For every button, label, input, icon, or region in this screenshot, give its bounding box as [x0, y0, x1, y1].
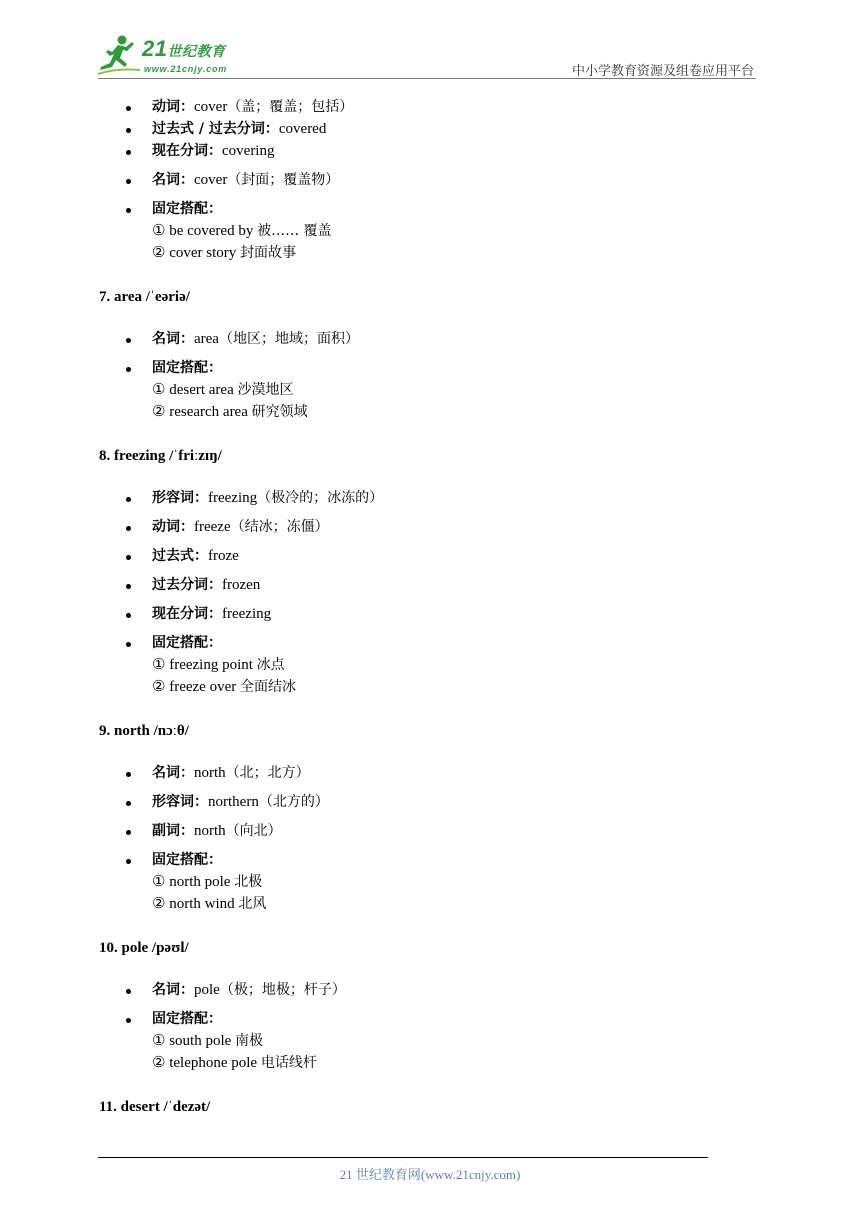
list-item: 名词：cover（封面；覆盖物）: [99, 169, 739, 191]
freezing-forms-list: [99, 487, 739, 698]
pole-forms-list: [99, 979, 739, 1074]
word-heading-pole: 10. pole /pəʊl/: [99, 940, 189, 956]
list-item: 名词：area（地区；地域；面积）: [99, 328, 739, 350]
site-logo[interactable]: [96, 34, 266, 78]
collocation-item: 固定搭配： ① north pole 北极 ② north wind 北风: [99, 849, 739, 915]
list-item: 过去式 / 过去分词：covered: [99, 118, 739, 140]
vocab-content: [99, 96, 739, 1118]
collocation-item: 固定搭配： ① be covered by 被…… 覆盖 ② cover story 封面故事: [99, 198, 739, 264]
list-item: 动词：freeze（结冰；冻僵）: [99, 516, 739, 538]
runner-logo-icon: [96, 34, 144, 76]
list-item: 现在分词：freezing: [99, 603, 739, 625]
word-heading-freezing: 8. freezing /ˈfriːzɪŋ/: [99, 448, 222, 464]
list-item: 过去分词：frozen: [99, 574, 739, 596]
list-item: 形容词：freezing（极冷的；冰冻的）: [99, 487, 739, 509]
list-item: 现在分词：covering: [99, 140, 739, 162]
footer-divider: [98, 1157, 708, 1158]
word-heading-area: 7. area /ˈeəriə/: [99, 289, 190, 305]
header-divider: [98, 78, 756, 79]
area-forms-list: [99, 328, 739, 423]
north-forms-list: [99, 762, 739, 915]
page-header: [0, 0, 860, 80]
logo-wordmark: 21世纪教育: [142, 36, 226, 61]
list-item: 过去式：froze: [99, 545, 739, 567]
word-heading-north: 9. north /nɔːθ/: [99, 723, 189, 739]
list-item: 动词：cover（盖；覆盖；包括）: [99, 96, 739, 118]
platform-name: 中小学教育资源及组卷应用平台: [571, 64, 754, 79]
collocation-item: 固定搭配： ① freezing point 冰点 ② freeze over 全面结冰: [99, 632, 739, 698]
word-heading-desert: 11. desert /ˈdezət/: [99, 1099, 211, 1115]
list-item: 形容词：northern（北方的）: [99, 791, 739, 813]
list-item: 名词：pole（极；地极；杆子）: [99, 979, 739, 1001]
list-item: 副词：north（向北）: [99, 820, 739, 842]
list-item: 名词：north（北；北方）: [99, 762, 739, 784]
cover-forms-list: [99, 96, 739, 264]
collocation-item: 固定搭配： ① south pole 南极 ② telephone pole 电话线杆: [99, 1008, 739, 1074]
logo-url: www.21cnjy.com: [144, 64, 228, 74]
footer-link[interactable]: 21 世纪教育网(www.21cnjy.com): [339, 1167, 521, 1182]
collocation-item: 固定搭配： ① desert area 沙漠地区 ② research area 研究领域: [99, 357, 739, 423]
